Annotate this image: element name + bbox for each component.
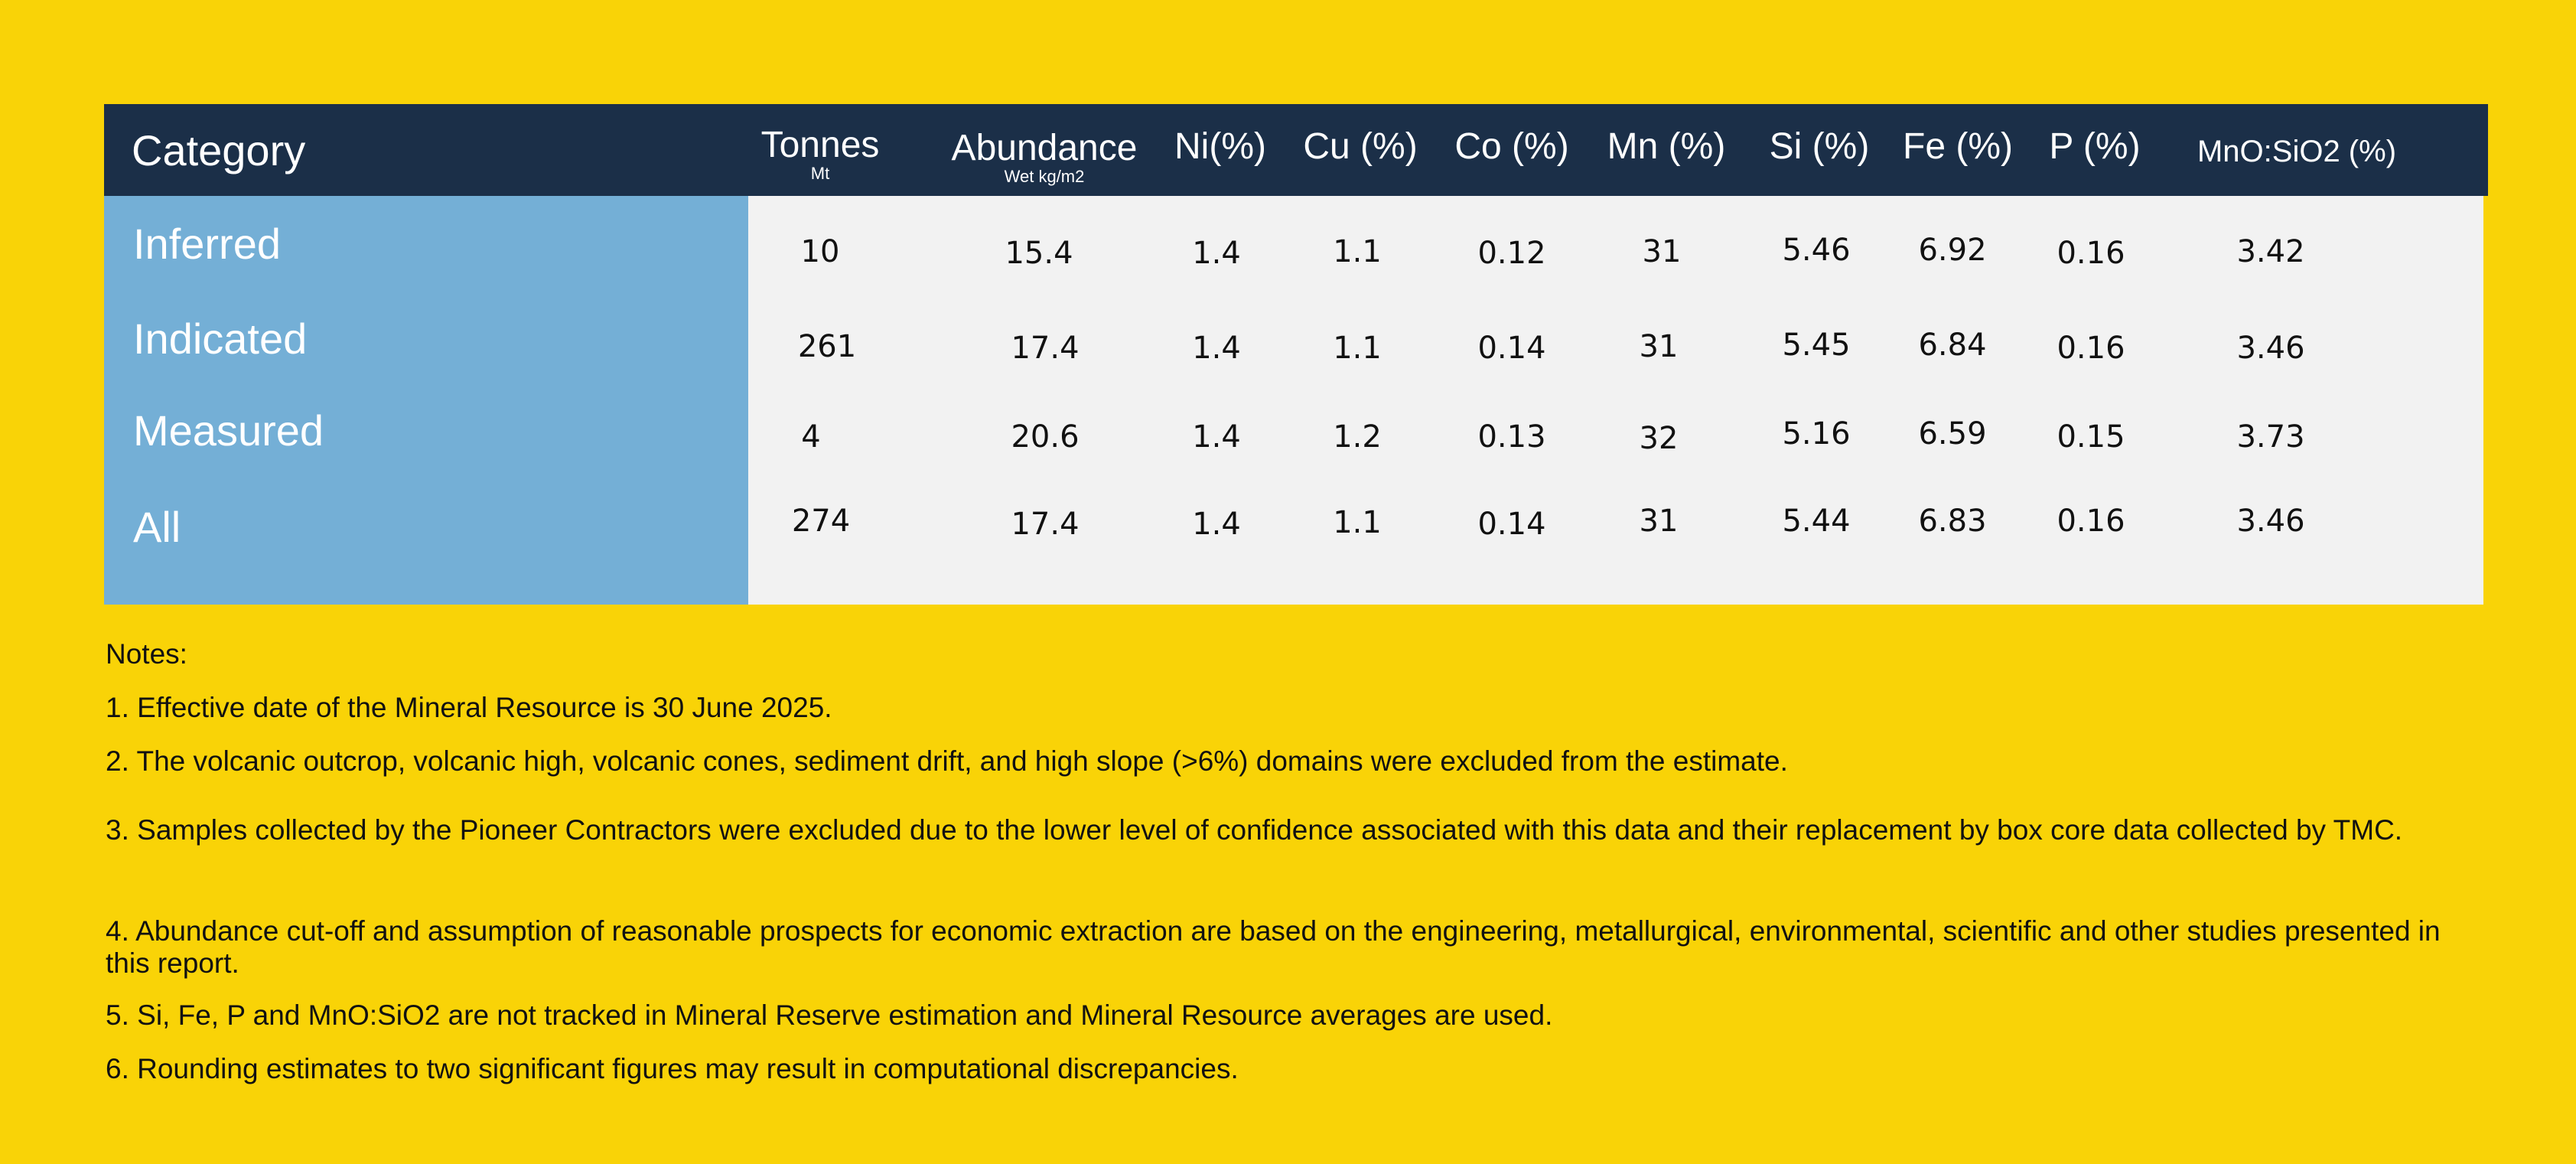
cell-cu: 1.1	[1333, 505, 1382, 540]
cell-co: 0.13	[1477, 419, 1546, 455]
cell-mn: 31	[1639, 504, 1679, 539]
header-co	[1443, 127, 1581, 167]
cell-ni: 1.4	[1192, 419, 1241, 455]
cell-tonnes: 261	[797, 329, 857, 364]
note-item: 1. Effective date of the Mineral Resource is 30 June 2025.	[106, 692, 832, 723]
table-header	[104, 104, 2488, 196]
cell-mno-sio2: 3.46	[2236, 504, 2305, 539]
cell-si: 5.46	[1782, 233, 1851, 268]
cell-tonnes: 10	[800, 234, 840, 269]
cell-si: 5.44	[1782, 504, 1851, 539]
header-cu	[1291, 127, 1429, 167]
header-tonnes-label: Tonnes	[760, 125, 880, 165]
cell-cu: 1.2	[1333, 419, 1382, 455]
header-mn	[1597, 127, 1735, 167]
row-label-all: All	[133, 503, 181, 551]
cell-mn: 31	[1639, 329, 1679, 364]
cell-mn: 32	[1639, 421, 1679, 456]
note-item: 2. The volcanic outcrop, volcanic high, volcanic cones, sediment drift, and high slope (>6%) domains were excluded from the estimate.	[106, 745, 1788, 777]
row-label-inferred: Inferred	[133, 220, 281, 268]
header-mno-sio2-label: MnO:SiO2 (%)	[2197, 135, 2397, 168]
header-co-label: Co (%)	[1454, 126, 1569, 167]
header-p	[2034, 127, 2156, 167]
cell-ni: 1.4	[1192, 331, 1241, 366]
header-p-label: P (%)	[2049, 126, 2141, 167]
header-si-label: Si (%)	[1769, 126, 1870, 167]
header-abundance-label: Abundance	[951, 128, 1138, 168]
header-mn-label: Mn (%)	[1607, 126, 1726, 167]
cell-si: 5.16	[1782, 416, 1851, 452]
cell-cu: 1.1	[1333, 234, 1382, 269]
header-fe	[1897, 127, 2019, 167]
cell-fe: 6.59	[1918, 416, 1987, 452]
cell-abundance: 15.4	[1005, 236, 1073, 271]
header-ni-label: Ni(%)	[1174, 126, 1266, 167]
header-abundance-unit: Wet kg/m2	[1004, 167, 1085, 186]
note-item: 5. Si, Fe, P and MnO:SiO2 are not tracked in Mineral Reserve estimation and Mineral Resource averages are used.	[106, 999, 1553, 1031]
header-mno-sio2	[2174, 132, 2419, 171]
cell-abundance: 20.6	[1011, 419, 1080, 455]
cell-p: 0.16	[2057, 331, 2125, 366]
row-label-measured: Measured	[133, 406, 324, 455]
cell-mno-sio2: 3.73	[2236, 419, 2305, 455]
cell-fe: 6.83	[1918, 504, 1987, 539]
header-category: Category	[132, 126, 306, 174]
cell-si: 5.45	[1782, 328, 1851, 363]
cell-co: 0.14	[1477, 507, 1546, 542]
cell-fe: 6.84	[1918, 328, 1987, 363]
cell-tonnes: 274	[791, 504, 851, 539]
cell-mno-sio2: 3.46	[2236, 331, 2305, 366]
note-item: 3. Samples collected by the Pioneer Contractors were excluded due to the lower level of confidence associated with this data and their replacement by box core data collected by TMC.	[106, 814, 2403, 846]
cell-ni: 1.4	[1192, 507, 1241, 542]
cell-mno-sio2: 3.42	[2236, 234, 2305, 269]
cell-mn: 31	[1642, 234, 1682, 269]
header-si	[1758, 127, 1881, 167]
cell-p: 0.15	[2057, 419, 2125, 455]
cell-cu: 1.1	[1333, 331, 1382, 366]
resource-table	[104, 104, 2488, 605]
header-tonnes-unit: Mt	[810, 164, 830, 183]
header-ni	[1151, 127, 1289, 167]
notes-title: Notes:	[106, 638, 187, 670]
category-column	[104, 196, 748, 605]
header-cu-label: Cu (%)	[1303, 126, 1418, 167]
cell-tonnes: 4	[801, 419, 821, 455]
cell-co: 0.12	[1477, 236, 1546, 271]
cell-abundance: 17.4	[1011, 331, 1080, 366]
row-label-indicated: Indicated	[133, 315, 308, 363]
cell-ni: 1.4	[1192, 236, 1241, 271]
cell-abundance: 17.4	[1011, 507, 1080, 542]
note-item: 4. Abundance cut-off and assumption of reasonable prospects for economic extraction are based on the engineering, metallurgical, environmental, scientific and other studies presented in this report.	[106, 915, 2441, 979]
header-abundance	[930, 129, 1159, 185]
cell-p: 0.16	[2057, 504, 2125, 539]
cell-co: 0.14	[1477, 331, 1546, 366]
cell-fe: 6.92	[1918, 233, 1987, 268]
header-fe-label: Fe (%)	[1903, 126, 2013, 167]
header-tonnes	[759, 126, 881, 182]
cell-p: 0.16	[2057, 236, 2125, 271]
note-item: 6. Rounding estimates to two significant figures may result in computational discrepancies.	[106, 1053, 1239, 1084]
